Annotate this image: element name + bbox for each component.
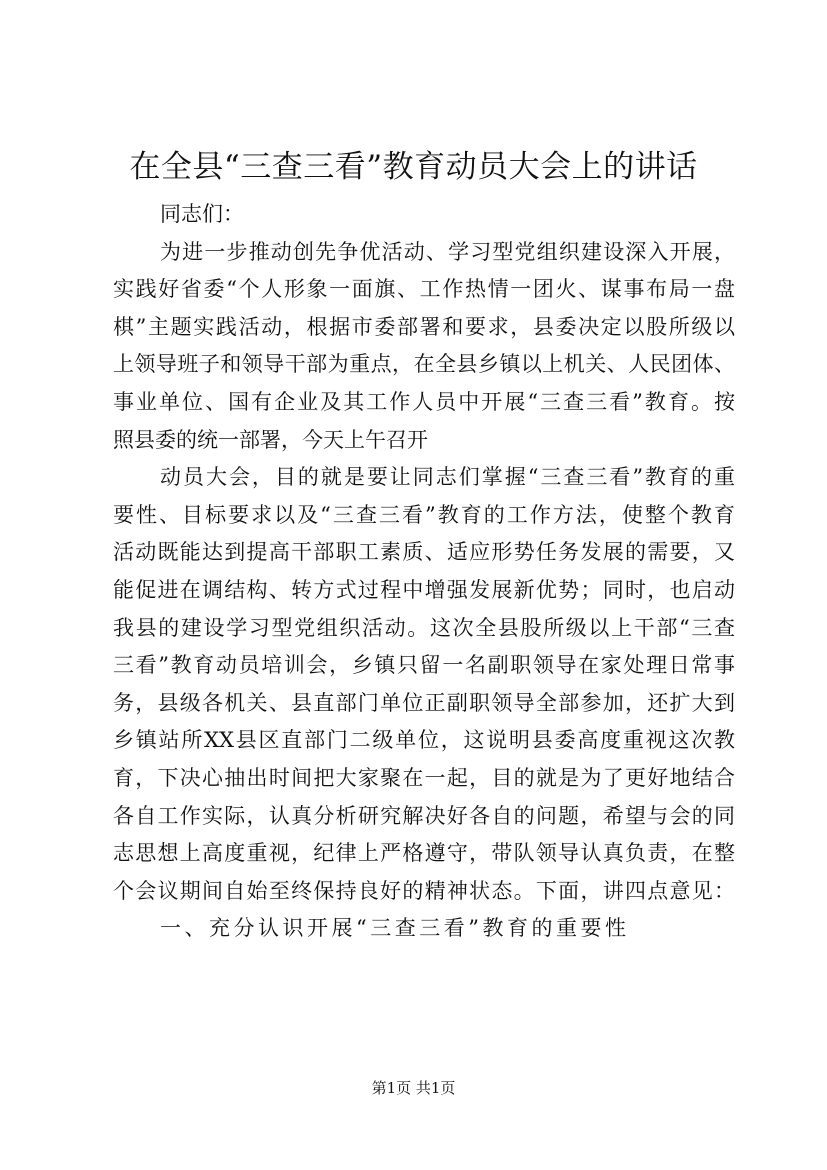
body-line: 务，县级各机关、县直部门单位正副职领导全部参加，还扩大到 <box>113 690 735 715</box>
body-line: 实践好省委“个人形象一面旗、工作热情一团火、谋事布局一盘 <box>113 277 735 302</box>
body-line: 上领导班子和领导干部为重点，在全县乡镇以上机关、人民团体、 <box>113 352 735 377</box>
salutation-line: 同志们： <box>160 202 244 226</box>
document-title: 在全县“三查三看”教育动员大会上的讲话 <box>129 149 698 185</box>
body-line: 能促进在调结构、转方式过程中增强发展新优势；同时，也启动 <box>113 577 735 602</box>
body-line: 育，下决心抽出时间把大家聚在一起，目的就是为了更好地结合 <box>113 765 735 790</box>
page-footer: 第1页 共1页 <box>371 1079 456 1097</box>
body-line: 乡镇站所XX县区直部门二级单位，这说明县委高度重视这次教 <box>113 728 735 753</box>
body-line: 我县的建设学习型党组织活动。这次全县股所级以上干部“三查 <box>113 615 735 640</box>
body-line: 活动既能达到提高干部职工素质、适应形势任务发展的需要，又 <box>113 540 735 565</box>
body-line: 照县委的统一部署，今天上午召开 <box>113 427 428 452</box>
section-heading: 一、充分认识开展“三查三看”教育的重要性 <box>160 916 630 941</box>
body-line: 要性、目标要求以及“三查三看”教育的工作方法，使整个教育 <box>113 502 735 527</box>
body-line: 三看”教育动员培训会，乡镇只留一名副职领导在家处理日常事 <box>113 653 735 678</box>
body-line: 志思想上高度重视，纪律上严格遵守，带队领导认真负责，在整 <box>113 841 735 866</box>
document-body <box>113 196 735 948</box>
body-line: 棋”主题实践活动，根据市委部署和要求，县委决定以股所级以 <box>113 314 735 339</box>
body-line: 各自工作实际，认真分析研究解决好各自的问题，希望与会的同 <box>113 803 735 828</box>
body-line: 事业单位、国有企业及其工作人员中开展“三查三看”教育。按 <box>113 389 735 414</box>
body-line: 动员大会，目的就是要让同志们掌握“三查三看”教育的重 <box>160 465 735 490</box>
body-line: 个会议期间自始至终保持良好的精神状态。下面，讲四点意见： <box>113 878 735 903</box>
body-line: 为进一步推动创先争优活动、学习型党组织建设深入开展， <box>160 239 735 264</box>
